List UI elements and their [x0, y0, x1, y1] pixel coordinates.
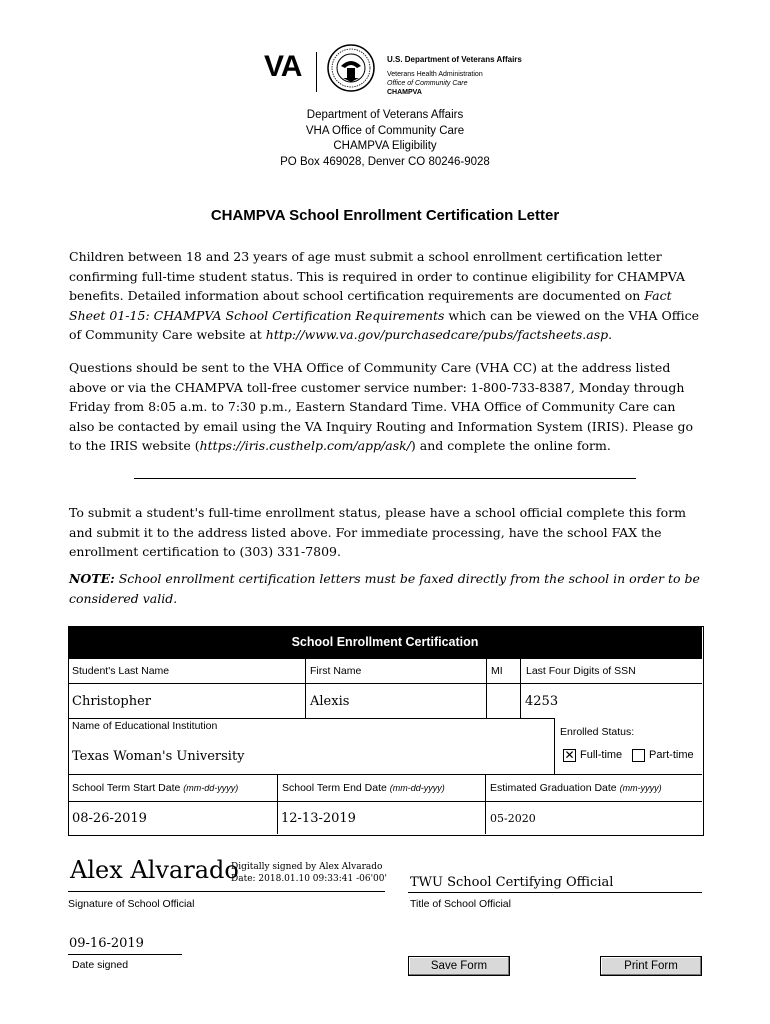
save-form-button[interactable]: Save Form [408, 956, 510, 976]
start-date-label-text: School Term Start Date [72, 782, 184, 794]
column-divider [554, 718, 555, 774]
title-line [408, 892, 702, 893]
first-name-label: First Name [310, 665, 362, 677]
intro-text: which can be viewed on the VHA Office of Community Care website at [69, 307, 700, 342]
note-text: School enrollment certification letters must be faxed directly from the school in order to be considered valid. [69, 571, 700, 606]
page-title: CHAMPVA School Enrollment Certification Letter [210, 207, 560, 224]
note-label: NOTE: [69, 571, 115, 586]
intro-text: . [608, 327, 613, 342]
questions-paragraph [69, 358, 704, 456]
grad-date-field[interactable]: 05-2020 [490, 812, 536, 825]
ssn-label: Last Four Digits of SSN [526, 665, 636, 677]
mi-field[interactable] [487, 684, 519, 717]
note-paragraph [69, 569, 704, 608]
iris-url: https://iris.custhelp.com/app/ask/ [199, 438, 411, 453]
institution-field[interactable]: Texas Woman's University [72, 749, 245, 764]
intro-text: Children between 18 and 23 years of age must submit a school enrollment certification letter confirming full-time student status. This is required in order to continue eligibility for CHAMPVA benefits. Detailed information about school certification requirements are documented on [69, 249, 686, 303]
dept-line1: U.S. Department of Veterans Affairs [387, 55, 522, 64]
official-title-field[interactable]: TWU School Certifying Official [410, 875, 614, 890]
divider-rule [134, 478, 636, 479]
fulltime-checkbox[interactable]: ✕ [564, 748, 575, 762]
address-line: CHAMPVA Eligibility [333, 140, 437, 152]
signature-line [68, 891, 385, 892]
end-date-label [282, 782, 445, 794]
end-date-field[interactable]: 12-13-2019 [281, 811, 356, 826]
date-signed-label: Date signed [72, 959, 129, 971]
parttime-checkbox[interactable] [632, 749, 645, 762]
fulltime-label: Full-time [580, 749, 623, 761]
dept-line4: CHAMPVA [387, 89, 422, 96]
end-date-label-text: School Term End Date [282, 782, 390, 794]
department-block [387, 55, 522, 97]
digital-signature-stamp [231, 861, 387, 885]
digital-signed-by: Digitally signed by Alex Alvarado [231, 862, 383, 872]
row-divider [68, 718, 554, 719]
start-date-label [72, 782, 238, 794]
enrolled-status-label: Enrolled Status: [560, 726, 635, 738]
mi-label: MI [491, 665, 503, 677]
grad-date-label-text: Estimated Graduation Date [490, 782, 620, 794]
signature-label: Signature of School Official [68, 898, 195, 910]
last-name-label: Student's Last Name [72, 665, 170, 677]
start-date-field[interactable]: 08-26-2019 [72, 811, 147, 826]
fact-sheet-reference: Fact Sheet 01-15: CHAMPVA School Certification Requirements [69, 288, 672, 323]
start-date-hint: (mm-dd-yyyy) [183, 783, 239, 793]
address-line: Department of Veterans Affairs [306, 109, 464, 121]
address-line: VHA Office of Community Care [305, 124, 465, 137]
date-signed-field[interactable]: 09-16-2019 [69, 936, 144, 951]
va-seal-icon [327, 44, 375, 92]
last-name-field[interactable]: Christopher [72, 694, 152, 709]
grad-date-hint: (mm-yyyy) [619, 783, 662, 793]
factsheet-url: http://www.va.gov/purchasedcare/pubs/factsheets.asp [265, 327, 609, 342]
mailing-address [0, 108, 770, 170]
ssn-field[interactable]: 4253 [525, 694, 559, 709]
address-line: PO Box 469028, Denver CO 80246-9028 [280, 155, 490, 168]
row-divider [68, 774, 702, 775]
end-date-hint: (mm-dd-yyyy) [389, 783, 445, 793]
questions-text: ) and complete the online form. [410, 438, 611, 453]
form-heading: School Enrollment Certification [68, 626, 702, 659]
dept-line3: Office of Community Care [387, 80, 468, 87]
grad-date-label [490, 782, 662, 794]
first-name-field[interactable]: Alexis [310, 694, 350, 709]
submit-paragraph: To submit a student's full-time enrollment status, please have a school official complete this form and submit it to the address listed above. For immediate processing, have the school FAX the enrollment certification to (303) 331-7809. [69, 505, 687, 559]
title-label: Title of School Official [410, 898, 511, 910]
dept-line2: Veterans Health Administration [387, 71, 483, 78]
logo-divider [316, 52, 317, 92]
parttime-label: Part-time [649, 749, 694, 761]
digital-signed-date: Date: 2018.01.10 09:33:41 -06'00' [231, 874, 387, 884]
questions-text: Questions should be sent to the VHA Office of Community Care (VHA CC) at the address listed above or via the CHAMPVA toll-free customer service number: 1-800-733-8387, Monday through Friday from 8:05 a.m. to 7:30 p.m., Eastern Standard Time. VHA Office of Community Care can also be contacted by email using the VA Inquiry Routing and Information System (IRIS). Please go to the IRIS website ( [69, 360, 693, 453]
signature-name[interactable]: Alex Alvarado [70, 856, 239, 884]
va-logo: VA [264, 50, 302, 83]
intro-paragraph [69, 247, 704, 345]
print-form-button[interactable]: Print Form [600, 956, 702, 976]
date-line [68, 954, 182, 955]
institution-label: Name of Educational Institution [72, 720, 218, 732]
